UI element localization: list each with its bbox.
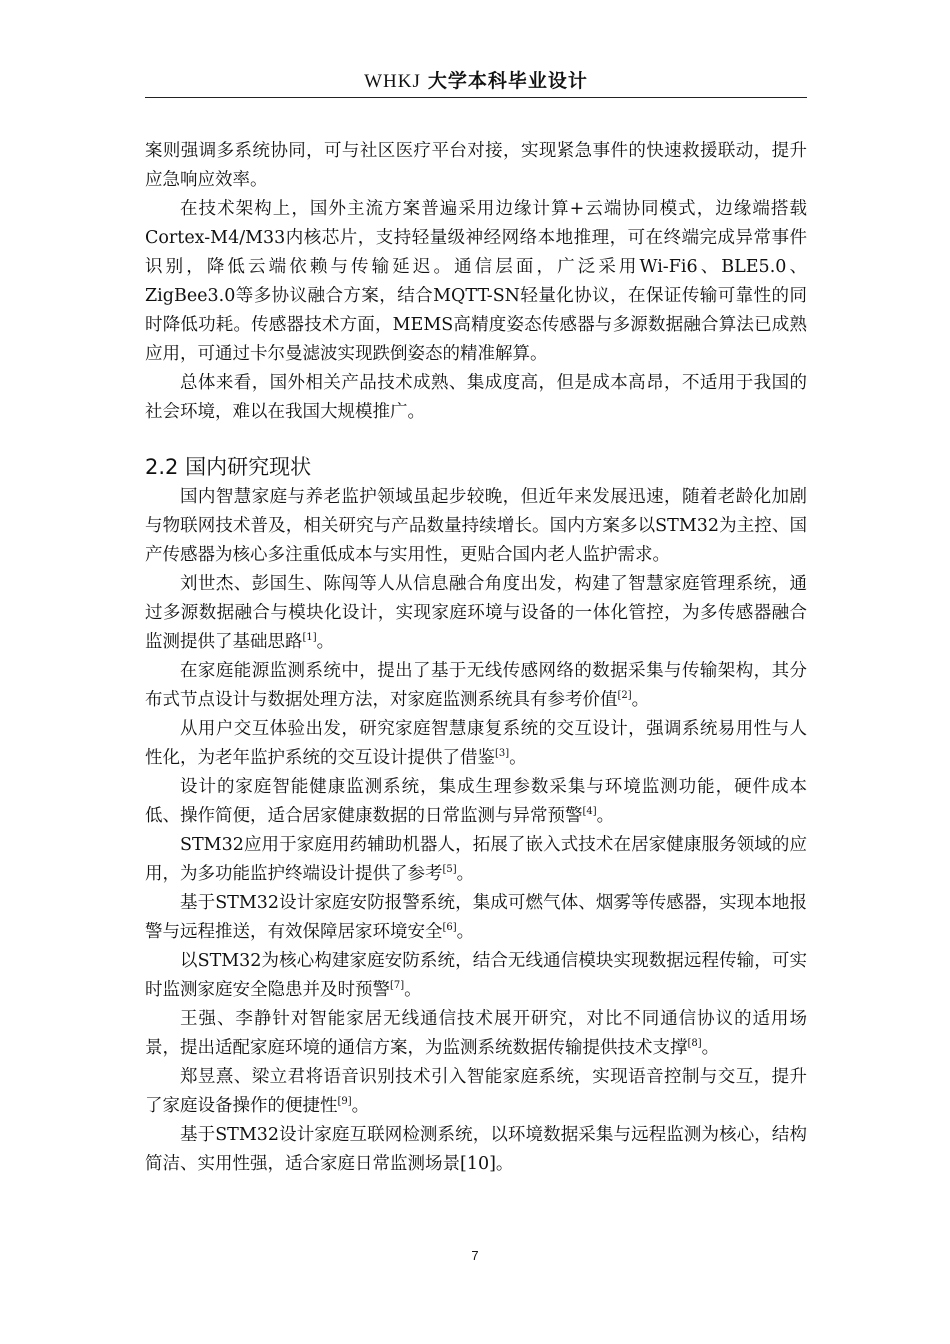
paragraph-12-text: 王强、李静针对智能家居无线通信技术展开研究，对比不同通信协议的适用场景，提出适配家庭环境的通信方案，为监测系统数据传输提供技术支撑 <box>145 1009 807 1058</box>
citation-1[interactable]: [1] <box>302 632 317 644</box>
running-header <box>145 66 807 96</box>
paragraph-5-text: 刘世杰、彭国生、陈闯等人从信息融合角度出发，构建了智慧家庭管理系统，通过多源数据融合与模块化设计，实现家庭环境与设备的一体化管控，为多传感器融合监测提供了基础思路 <box>145 574 807 652</box>
paragraph-5-period: 。 <box>316 632 335 652</box>
paragraph-6 <box>145 657 807 715</box>
citation-4[interactable]: [4] <box>582 806 597 818</box>
paragraph-6-text: 在家庭能源监测系统中，提出了基于无线传感网络的数据采集与传输架构，其分布式节点设计与数据处理方法，对家庭监测系统具有参考价值 <box>145 661 807 710</box>
paragraph-2: 在技术架构上，国外主流方案普遍采用边缘计算+云端协同模式，边缘端搭载Cortex-M4/M33内核芯片，支持轻量级神经网络本地推理，可在终端完成异常事件识别，降低云端依赖与传输延迟。通信层面，广泛采用Wi-Fi6、BLE5.0、ZigBee3.0等多协议融合方案，结合MQTT-SN轻量化协议，在保证传输可靠性的同时降低功耗。传感器技术方面，MEMS高精度姿态传感器与多源数据融合算法已成熟应用，可通过卡尔曼滤波实现跌倒姿态的精准解算。 <box>145 199 807 364</box>
paragraph-14: 基于STM32设计家庭互联网检测系统，以环境数据采集与远程监测为核心，结构简洁、实用性强，适合家庭日常监测场景[10]。 <box>145 1125 807 1174</box>
paragraph-1: 案则强调多系统协同，可与社区医疗平台对接，实现紧急事件的快速救援联动，提升应急响应效率。 <box>145 141 807 190</box>
paragraph-13 <box>145 1063 807 1121</box>
paragraph-7 <box>145 715 807 773</box>
paragraph-11 <box>145 947 807 1005</box>
header-rule <box>145 97 807 98</box>
paragraph-10-text: 基于STM32设计家庭安防报警系统，集成可燃气体、烟雾等传感器，实现本地报警与远程推送，有效保障居家环境安全 <box>145 893 807 942</box>
paragraph-7-text: 从用户交互体验出发，研究家庭智慧康复系统的交互设计，强调系统易用性与人性化，为老年监护系统的交互设计提供了借鉴 <box>145 719 807 768</box>
header-title-cjk: 大学本科毕业设计 <box>427 70 588 92</box>
page-body <box>145 137 807 1179</box>
paragraph-11-text: 以STM32为核心构建家庭安防系统，结合无线通信模块实现数据远程传输，可实时监测家庭安全隐患并及时预警 <box>145 951 807 1000</box>
paragraph-8 <box>145 773 807 831</box>
paragraph-13-text: 郑昱熹、梁立君将语音识别技术引入智能家庭系统，实现语音控制与交互，提升了家庭设备操作的便捷性 <box>145 1067 807 1116</box>
paragraph-5 <box>145 570 807 657</box>
paragraph-12 <box>145 1005 807 1063</box>
paragraph-3: 总体来看，国外相关产品技术成熟、集成度高，但是成本高昂，不适用于我国的社会环境，难以在我国大规模推广。 <box>145 373 807 422</box>
citation-2[interactable]: [2] <box>617 690 632 702</box>
citation-7[interactable]: [7] <box>390 980 405 992</box>
paragraph-10-period: 。 <box>456 922 475 942</box>
paragraph-4: 国内智慧家庭与养老监护领域虽起步较晚，但近年来发展迅速，随着老龄化加剧与物联网技术普及，相关研究与产品数量持续增长。国内方案多以STM32为主控、国产传感器为核心多注重低成本与实用性，更贴合国内老人监护需求。 <box>145 487 807 565</box>
paragraph-6-period: 。 <box>631 690 650 710</box>
page-number: 7 <box>471 1248 479 1263</box>
header-title-latin: WHKJ <box>364 71 421 92</box>
citation-9[interactable]: [9] <box>337 1096 352 1108</box>
section-heading: 2.2 国内研究现状 <box>145 455 312 479</box>
paragraph-9-period: 。 <box>456 864 475 884</box>
paragraph-13-period: 。 <box>351 1096 370 1116</box>
citation-6[interactable]: [6] <box>442 922 457 934</box>
paragraph-11-period: 。 <box>404 980 422 1000</box>
paragraph-7-period: 。 <box>509 748 527 768</box>
paragraph-12-period: 。 <box>701 1038 720 1058</box>
paragraph-9-text: STM32应用于家庭用药辅助机器人，拓展了嵌入式技术在居家健康服务领域的应用，为多功能监护终端设计提供了参考 <box>145 835 807 884</box>
paragraph-9 <box>145 831 807 889</box>
paragraph-10 <box>145 889 807 947</box>
citation-8[interactable]: [8] <box>687 1038 702 1050</box>
paragraph-8-text: 设计的家庭智能健康监测系统，集成生理参数采集与环境监测功能，硬件成本低、操作简便，适合居家健康数据的日常监测与异常预警 <box>145 777 807 826</box>
paragraph-8-period: 。 <box>596 806 615 826</box>
citation-5[interactable]: [5] <box>442 864 457 876</box>
citation-3[interactable]: [3] <box>495 748 510 760</box>
